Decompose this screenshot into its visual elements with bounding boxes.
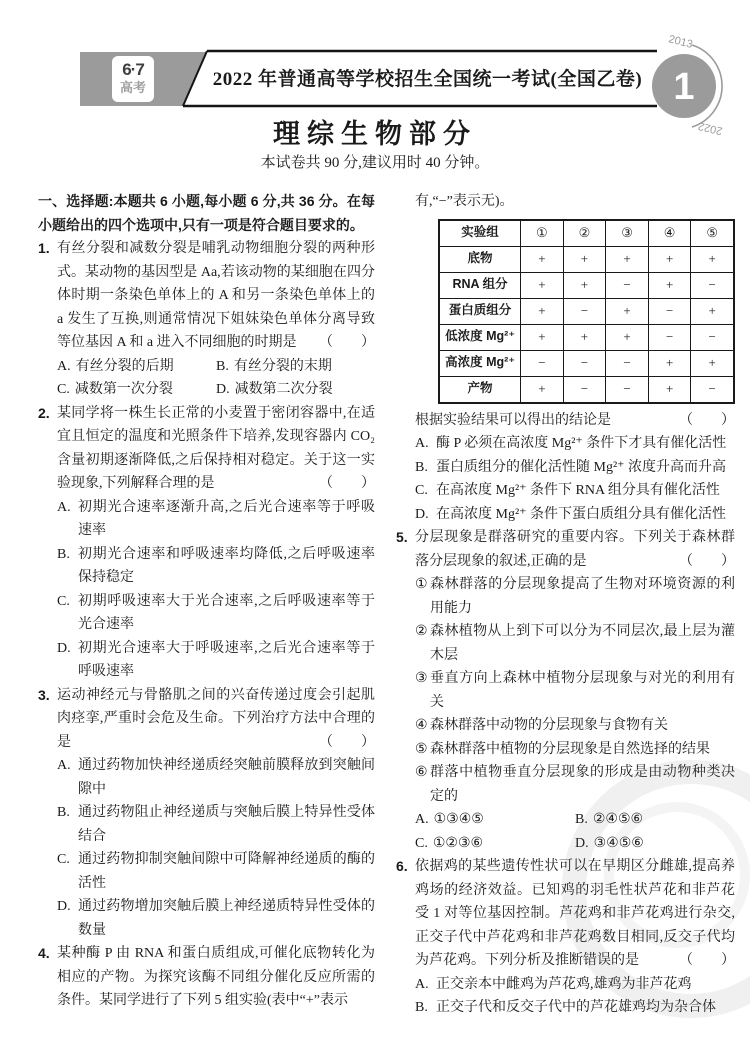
- statement-3: [415, 667, 735, 714]
- option-text: 初期光合速率大于呼吸速率,之后光合速率等于呼吸速率: [78, 640, 375, 679]
- option-a: [415, 432, 735, 456]
- option-text: 在高浓度 Mg²⁺ 条件下 RNA 组分具有催化活性: [436, 483, 720, 498]
- question-2: [38, 402, 375, 684]
- table-cell: RNA 组分: [439, 272, 521, 298]
- option-label: D.: [57, 640, 71, 656]
- option-text: 初期光合速率和呼吸速率均降低,之后呼吸速率保持稳定: [78, 546, 375, 585]
- option-text: 蛋白质组分的催化活性随 Mg²⁺ 浓度升高而升高: [436, 459, 727, 475]
- question-stem: 某种酶 P 由 RNA 和蛋白质组成,可催化底物转化为相应的产物。为探究该酶不同组分催化反应所需的条件。某同学进行了下列 5 组实验(表中“+”表示: [57, 946, 375, 1008]
- option-c: [57, 378, 216, 402]
- table-cell: 底物: [439, 246, 521, 272]
- option-label: B.: [575, 812, 588, 827]
- table-cell: −: [606, 350, 649, 376]
- logo-gaokao-text: 高考: [119, 80, 146, 95]
- option-text: 在高浓度 Mg²⁺ 条件下蛋白质组分具有催化活性: [436, 506, 727, 522]
- option-c: [57, 590, 375, 637]
- question-stem: 某同学将一株生长正常的小麦置于密闭容器中,在适宜且恒定的温度和光照条件下培养,发现容器内 CO₂ 含量初期逐渐降低,之后保持相对稳定。关于这一实验现象,下列解释合理的是: [57, 405, 375, 491]
- statement-mark: ④: [415, 718, 428, 733]
- table-cell: +: [563, 246, 606, 272]
- statement-text: 森林群落的分层现象提高了生物对环境资源的利用能力: [430, 577, 735, 616]
- table-row: [439, 324, 734, 350]
- option-d: [415, 503, 735, 527]
- option-d: [216, 378, 375, 402]
- option-b: [415, 456, 735, 480]
- option-text: ①②③⑥: [432, 835, 484, 851]
- option-a: [57, 355, 216, 379]
- option-b: [57, 801, 375, 848]
- answer-bracket: （ ）: [319, 476, 375, 491]
- table-cell: +: [606, 324, 649, 350]
- option-label: A.: [415, 812, 429, 827]
- statement-text: 森林群落中动物的分层现象与食物有关: [430, 718, 668, 733]
- option-row: [57, 378, 375, 402]
- option-label: A.: [57, 758, 71, 773]
- question-number: 6.: [396, 858, 408, 874]
- table-cell: +: [606, 246, 649, 272]
- answer-bracket: （ ）: [679, 953, 735, 968]
- option-label: B.: [57, 546, 70, 562]
- option-text: 酶 P 必须在高浓度 Mg²⁺ 条件下才具有催化活性: [436, 436, 727, 451]
- option-label: A.: [415, 976, 429, 992]
- section-header: 一、选择题:本题共 6 小题,每小题 6 分,共 36 分。在每小题给出的四个选项中,只有一项是符合题目要求的。: [38, 193, 375, 233]
- option-b: [216, 355, 375, 379]
- option-text: 初期呼吸速率大于光合速率,之后呼吸速率等于光合速率: [78, 593, 375, 632]
- table-cell: −: [691, 272, 734, 298]
- option-label: C.: [57, 593, 70, 609]
- table-header-row: [439, 220, 734, 247]
- option-d: [57, 637, 375, 684]
- logo-number-text: 6·7: [122, 60, 144, 79]
- statement-5: [415, 738, 735, 762]
- statement-4: [415, 714, 735, 738]
- table-cell: +: [648, 272, 691, 298]
- table-cell: +: [521, 376, 564, 403]
- option-a: [57, 496, 375, 543]
- option-text: 有丝分裂的末期: [233, 358, 332, 374]
- table-cell: +: [648, 376, 691, 403]
- table-row: [439, 298, 734, 324]
- statement-text: 森林群落中植物的分层现象是自然选择的结果: [430, 741, 710, 757]
- answer-bracket: （ ）: [679, 412, 735, 428]
- answer-bracket: （ ）: [319, 335, 375, 350]
- table-cell: −: [563, 298, 606, 324]
- table-cell: +: [648, 246, 691, 272]
- table-row: [439, 376, 734, 403]
- question-stem: 运动神经元与骨骼肌之间的兴奋传递过度会引起肌肉痉挛,严重时会危及生命。下列治疗方法中合理的是: [57, 687, 375, 750]
- table-cell: +: [691, 246, 734, 272]
- table-cell: −: [563, 350, 606, 376]
- table-header-cell: 实验组: [439, 220, 521, 247]
- option-text: 正交子代和反交子代中的芦花雄鸡均为杂合体: [436, 1000, 716, 1015]
- option-text: ③④⑤⑥: [593, 835, 644, 851]
- option-label: D.: [415, 506, 429, 522]
- statement-2: [415, 620, 735, 667]
- question-1: [38, 237, 375, 402]
- table-cell: −: [648, 298, 691, 324]
- option-a: [57, 754, 375, 801]
- document-subtitle: 本试卷共 90 分,建议用时 40 分钟。: [260, 155, 490, 171]
- question-4-continued: [396, 190, 735, 526]
- option-c: [415, 479, 735, 503]
- table-cell: +: [521, 246, 564, 272]
- document-title: 理综生物部分: [273, 119, 477, 149]
- statement-1: [415, 573, 735, 620]
- question-stem: 分层现象是群落研究的重要内容。下列关于森林群落分层现象的叙述,正确的是: [415, 530, 735, 569]
- statement-text: 垂直方向上森林中植物分层现象与对光的利用有关: [430, 671, 735, 710]
- option-label: A.: [57, 499, 71, 515]
- statement-mark: ⑥: [415, 765, 428, 780]
- option-label: B.: [415, 1000, 428, 1015]
- table-cell: +: [563, 272, 606, 298]
- statement-mark: ①: [415, 577, 428, 592]
- table-cell: +: [606, 298, 649, 324]
- option-text: ①③④⑤: [433, 812, 484, 827]
- option-label: A.: [57, 358, 71, 374]
- option-text: 通过药物抑制突触间隙中可降解神经递质的酶的活性: [78, 852, 375, 891]
- banner-title: 2022 年普通高等学校招生全国统一考试(全国乙卷): [212, 69, 643, 90]
- table-cell: 高浓度 Mg²⁺: [439, 350, 521, 376]
- option-label: C.: [415, 835, 428, 851]
- question-stem: 有丝分裂和减数分裂是哺乳动物细胞分裂的两种形式。某动物的基因型是 Aa,若该动物的某细胞在四分体时期一条染色单体上的 A 和另一条染色单体上的 a 发生了互换,则通常情况下姐妹染色单体分离导致等位基因 A 和 a 进入不同细胞的时期是: [57, 241, 375, 350]
- question-4-conclusion: [415, 409, 735, 433]
- table-header-cell: ⑤: [691, 220, 734, 247]
- table-cell: −: [606, 272, 649, 298]
- table-cell: −: [563, 376, 606, 403]
- question-number: 5.: [396, 529, 408, 545]
- statement-mark: ⑤: [415, 741, 428, 757]
- question-stem: 依据鸡的某些遗传性状可以在早期区分雌雄,提高养鸡场的经济效益。已知鸡的羽毛性状芦花和非芦花受 1 对等位基因控制。芦花鸡和非芦花鸡进行杂交,正交子代中芦花鸡和非芦花鸡数目相同,反交子代均为芦花鸡。下列分析及推断错误的是: [415, 859, 735, 968]
- left-column: [38, 190, 375, 1013]
- answer-bracket: （ ）: [679, 553, 735, 569]
- option-label: A.: [415, 436, 429, 451]
- option-row: [57, 355, 375, 379]
- table-cell: +: [521, 324, 564, 350]
- experiment-table: [438, 219, 735, 404]
- table-row: [439, 272, 734, 298]
- question-stem-continued: 有,“−”表示无)。: [415, 194, 514, 209]
- table-cell: −: [691, 324, 734, 350]
- table-row: [439, 246, 734, 272]
- question-number: 1.: [38, 240, 50, 256]
- table-cell: +: [691, 350, 734, 376]
- statement-mark: ②: [415, 624, 428, 639]
- option-text: 通过药物加快神经递质经突触前膜释放到突触间隙中: [78, 758, 375, 797]
- table-header-cell: ①: [521, 220, 564, 247]
- option-label: C.: [57, 382, 70, 397]
- option-a: [415, 808, 575, 832]
- table-header-cell: ③: [606, 220, 649, 247]
- option-text: ②④⑤⑥: [592, 812, 644, 827]
- table-header-cell: ④: [648, 220, 691, 247]
- option-text: 有丝分裂的后期: [75, 358, 174, 374]
- table-cell: +: [563, 324, 606, 350]
- option-d: [57, 895, 375, 942]
- option-text: 正交亲本中雌鸡为芦花鸡,雄鸡为非芦花鸡: [436, 976, 692, 992]
- statement-mark: ③: [415, 671, 428, 686]
- option-label: B.: [415, 459, 428, 475]
- option-text: 初期光合速率逐渐升高,之后光合速率等于呼吸速率: [78, 499, 375, 538]
- option-c: [415, 832, 575, 856]
- table-cell: −: [648, 324, 691, 350]
- table-cell: −: [521, 350, 564, 376]
- statement-text: 森林植物从上到下可以分为不同层次,最上层为灌木层: [430, 624, 735, 663]
- page-number-text: 1: [673, 66, 695, 108]
- question-number: 2.: [38, 404, 50, 421]
- question-3: [38, 684, 375, 943]
- option-text: 通过药物阻止神经递质与突触后膜上特异性受体结合: [78, 805, 375, 844]
- option-b: [57, 543, 375, 590]
- option-label: C.: [57, 852, 70, 867]
- conclusion-text: 根据实验结果可以得出的结论是: [415, 412, 611, 428]
- option-label: B.: [216, 358, 229, 374]
- option-label: D.: [216, 382, 230, 397]
- table-cell: +: [521, 298, 564, 324]
- table-row: [439, 350, 734, 376]
- option-label: D.: [575, 835, 589, 851]
- option-text: 通过药物增加突触后膜上神经递质特异性受体的数量: [78, 899, 375, 938]
- year-end-text: 2022: [697, 119, 724, 137]
- answer-bracket: （ ）: [319, 734, 375, 750]
- table-cell: 产物: [439, 376, 521, 403]
- statement-text: 群落中植物垂直分层现象的形成是由动物种类决定的: [430, 765, 735, 804]
- table-cell: −: [606, 376, 649, 403]
- table-cell: +: [691, 298, 734, 324]
- table-cell: +: [648, 350, 691, 376]
- exam-series-logo: [112, 56, 154, 102]
- option-c: [57, 848, 375, 895]
- publisher-watermark-inner: [604, 802, 750, 948]
- option-label: C.: [415, 483, 428, 498]
- question-4-start: [38, 942, 375, 1013]
- table-cell: 蛋白质组分: [439, 298, 521, 324]
- question-number: 4.: [38, 945, 50, 961]
- option-text: 减数第一次分裂: [74, 382, 173, 397]
- option-label: D.: [57, 899, 71, 914]
- year-start-text: 2013: [667, 33, 694, 51]
- option-text: 减数第二次分裂: [234, 382, 333, 397]
- table-cell: −: [691, 376, 734, 403]
- question-number: 3.: [38, 686, 50, 703]
- option-label: B.: [57, 805, 70, 820]
- table-cell: 低浓度 Mg²⁺: [439, 324, 521, 350]
- table-cell: +: [521, 272, 564, 298]
- table-header-cell: ②: [563, 220, 606, 247]
